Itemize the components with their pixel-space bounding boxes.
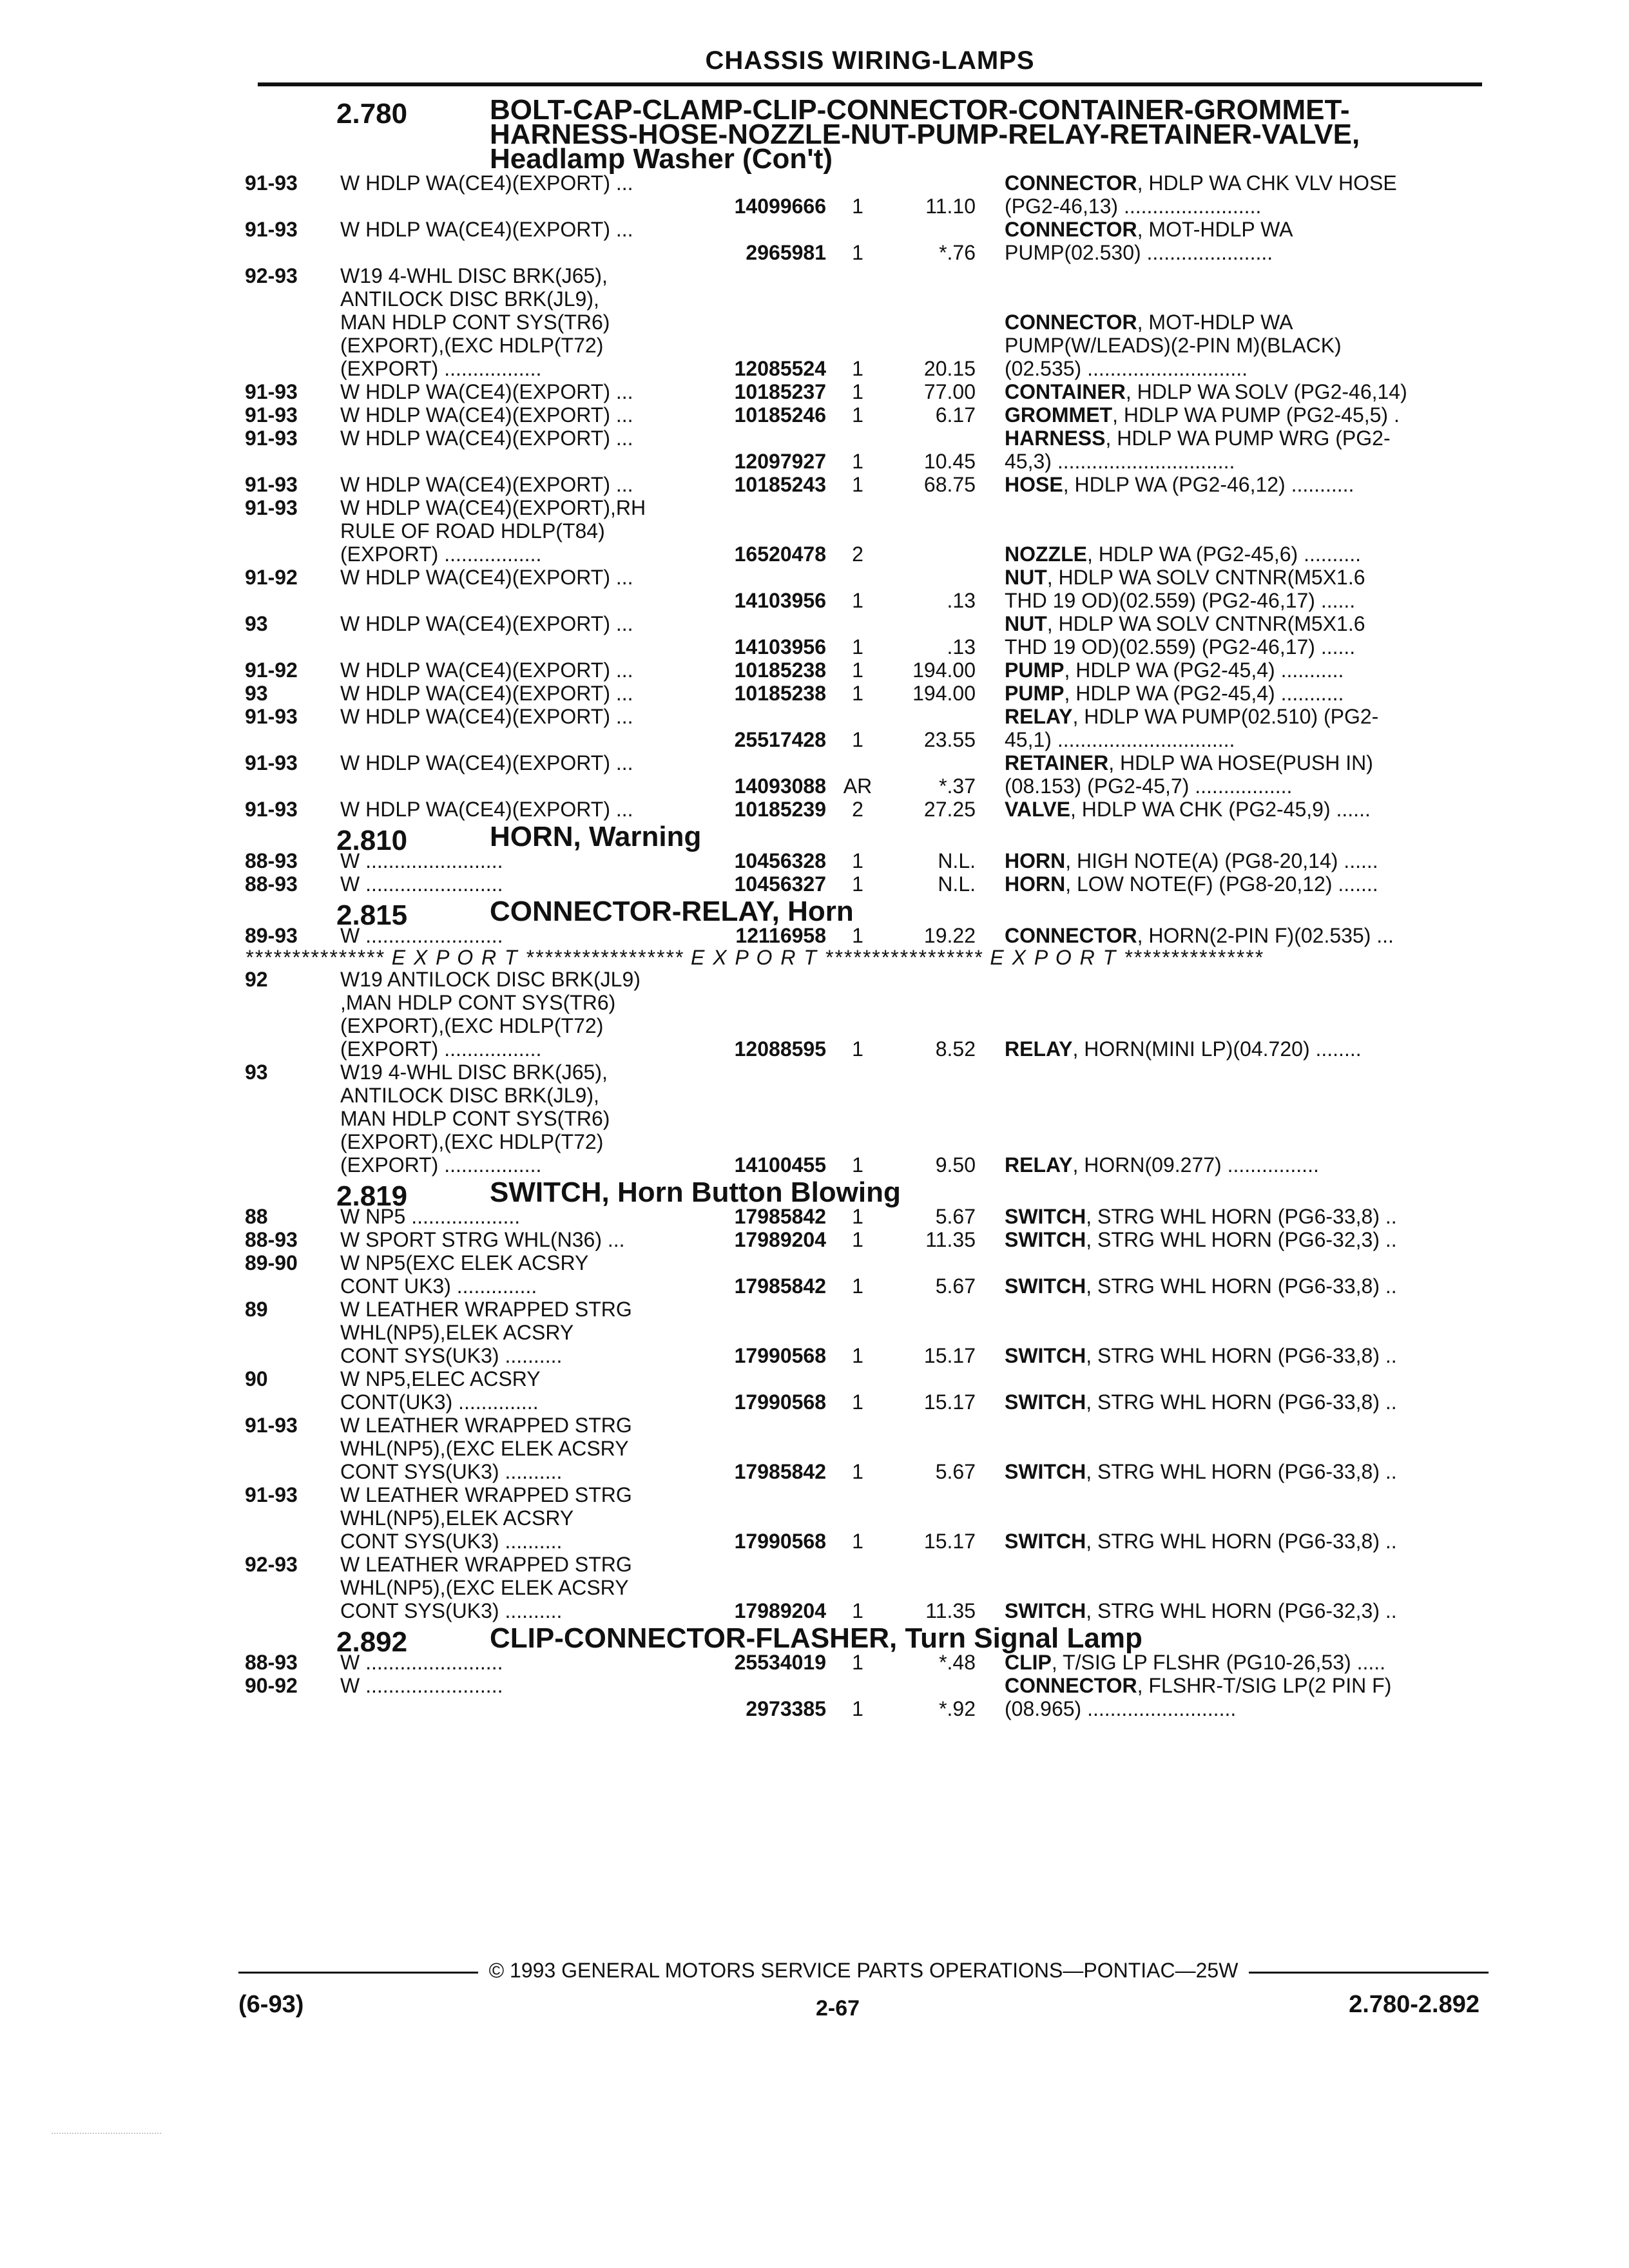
- footer-copyright-line: [238, 1959, 1489, 1984]
- section-number: 2.819: [336, 1180, 408, 1212]
- quantity: 1: [852, 1228, 863, 1251]
- part-name: RELAY: [1005, 705, 1073, 728]
- part-row: [245, 1414, 1489, 1483]
- quantity: 1: [852, 1460, 863, 1483]
- part-description: [985, 658, 1475, 682]
- price: 11.35: [925, 1228, 976, 1251]
- part-detail: , STRG WHL HORN (PG6-32,3) ..: [1086, 1599, 1397, 1622]
- part-name: SWITCH: [1005, 1274, 1086, 1298]
- price: 23.55: [923, 728, 976, 751]
- part-detail: , HDLP WA PUMP(02.510) (PG2- 45,1) ...............................: [1005, 705, 1379, 751]
- part-row: [245, 1553, 1489, 1622]
- price: 9.50: [935, 1153, 976, 1177]
- price: *.76: [939, 241, 976, 264]
- part-number: 17985842: [734, 1205, 826, 1228]
- part-number: 10185243: [734, 473, 826, 496]
- usage-description: W HDLP WA(CE4)(EXPORT) ...: [340, 682, 633, 705]
- part-row: [245, 1367, 1489, 1414]
- quantity: 1: [852, 635, 863, 658]
- price: 15.17: [923, 1390, 976, 1414]
- part-number: 17985842: [734, 1460, 826, 1483]
- model-year: 88-93: [245, 1228, 298, 1251]
- part-number: 10185238: [734, 658, 826, 682]
- part-description: [985, 612, 1475, 658]
- part-description: [985, 403, 1475, 427]
- part-detail: , STRG WHL HORN (PG6-33,8) ..: [1086, 1390, 1397, 1414]
- model-year: 92-93: [245, 264, 298, 287]
- price: 20.15: [923, 357, 976, 380]
- part-name: NUT: [1005, 612, 1047, 635]
- section-number: 2.892: [336, 1626, 408, 1658]
- quantity: 1: [852, 1651, 863, 1674]
- part-name: HARNESS: [1005, 427, 1106, 450]
- scan-artifact: [52, 2133, 161, 2135]
- price: 11.10: [925, 195, 976, 218]
- part-description: [985, 1344, 1475, 1367]
- part-name: CONNECTOR: [1005, 924, 1137, 947]
- price: .13: [947, 589, 976, 612]
- usage-description: W ........................: [340, 1674, 503, 1697]
- quantity: 1: [852, 924, 863, 947]
- quantity: 1: [852, 1530, 863, 1553]
- part-detail: , HDLP WA (PG2-45,4) ...........: [1064, 658, 1344, 682]
- model-year: 91-93: [245, 705, 298, 728]
- part-detail: , HORN(MINI LP)(04.720) ........: [1072, 1037, 1362, 1061]
- part-detail: , HDLP WA HOSE(PUSH IN) (08.153) (PG2-45,7) .................: [1005, 751, 1373, 798]
- part-description: [985, 1599, 1475, 1622]
- footer-section-range: 2.780-2.892: [1349, 1991, 1480, 2018]
- part-row: [245, 924, 1489, 947]
- usage-description: W ........................: [340, 872, 503, 896]
- usage-description: W HDLP WA(CE4)(EXPORT) ...: [340, 171, 633, 195]
- usage-description: W HDLP WA(CE4)(EXPORT) ...: [340, 612, 633, 635]
- part-number: 25517428: [734, 728, 826, 751]
- part-detail: , HORN(2-PIN F)(02.535) ...: [1137, 924, 1394, 947]
- part-number: 12097927: [734, 450, 826, 473]
- part-description: [985, 682, 1475, 705]
- model-year: 89-90: [245, 1251, 298, 1274]
- part-detail: , HORN(09.277) ................: [1072, 1153, 1319, 1177]
- part-name: GROMMET: [1005, 403, 1113, 427]
- model-year: 91-93: [245, 218, 298, 241]
- part-detail: , HDLP WA PUMP WRG (PG2- 45,3) ...............................: [1005, 427, 1391, 473]
- model-year: 91-93: [245, 473, 298, 496]
- usage-description: W ........................: [340, 849, 503, 872]
- section-title: SWITCH, Horn Button Blowing: [490, 1177, 901, 1208]
- section-heading: [245, 1177, 1489, 1212]
- part-row: [245, 1298, 1489, 1367]
- part-number: 17990568: [734, 1344, 826, 1367]
- price: 15.17: [923, 1530, 976, 1553]
- part-detail: , STRG WHL HORN (PG6-33,8) ..: [1086, 1344, 1397, 1367]
- part-row: [245, 658, 1489, 682]
- part-description: [985, 218, 1475, 264]
- part-name: NOZZLE: [1005, 543, 1087, 566]
- part-detail: , HDLP WA CHK (PG2-45,9) ......: [1070, 798, 1371, 821]
- section-title: HORN, Warning: [490, 821, 702, 852]
- model-year: 89: [245, 1298, 268, 1321]
- part-row: [245, 798, 1489, 821]
- quantity: 1: [852, 450, 863, 473]
- part-description: [985, 427, 1475, 473]
- quantity: 1: [852, 1205, 863, 1228]
- quantity: 1: [852, 403, 863, 427]
- section-number: 2.780: [336, 98, 408, 130]
- part-detail: , LOW NOTE(F) (PG8-20,12) .......: [1065, 872, 1378, 896]
- usage-description: W HDLP WA(CE4)(EXPORT) ...: [340, 658, 633, 682]
- usage-description: W ........................: [340, 924, 503, 947]
- usage-description: W HDLP WA(CE4)(EXPORT) ...: [340, 427, 633, 450]
- price: 5.67: [935, 1205, 976, 1228]
- part-number: 17990568: [734, 1530, 826, 1553]
- quantity: 1: [852, 589, 863, 612]
- part-description: [985, 798, 1475, 821]
- model-year: 93: [245, 682, 268, 705]
- price: 194.00: [912, 658, 976, 682]
- part-description: [985, 543, 1475, 566]
- part-number: 10185237: [734, 380, 826, 403]
- part-description: [985, 1674, 1475, 1720]
- part-name: SWITCH: [1005, 1599, 1086, 1622]
- section-heading: [245, 821, 1489, 856]
- price: 5.67: [935, 1274, 976, 1298]
- part-name: NUT: [1005, 566, 1047, 589]
- price: 15.17: [923, 1344, 976, 1367]
- model-year: 90: [245, 1367, 268, 1390]
- part-detail: , HDLP WA (PG2-45,6) ..........: [1086, 543, 1361, 566]
- part-number: 10185238: [734, 682, 826, 705]
- part-number: 2965981: [746, 241, 826, 264]
- price: 194.00: [912, 682, 976, 705]
- part-detail: , STRG WHL HORN (PG6-33,8) ..: [1086, 1460, 1397, 1483]
- usage-description: W LEATHER WRAPPED STRG WHL(NP5),(EXC ELEK ACSRY CONT SYS(UK3) ..........: [340, 1553, 632, 1622]
- part-row: [245, 264, 1489, 380]
- quantity: 1: [852, 872, 863, 896]
- price: 5.67: [935, 1460, 976, 1483]
- part-number: 12088595: [734, 1037, 826, 1061]
- part-row: [245, 612, 1489, 658]
- section-heading: [245, 1622, 1489, 1658]
- part-description: [985, 1274, 1475, 1298]
- footer-rule-right: [1249, 1972, 1489, 1974]
- part-number: 14100455: [734, 1153, 826, 1177]
- part-row: [245, 849, 1489, 872]
- price: *.92: [939, 1697, 976, 1720]
- part-detail: , MOT-HDLP WA PUMP(02.530) ......................: [1005, 218, 1293, 264]
- part-row: [245, 566, 1489, 612]
- export-separator: *************** E X P O R T ***************** E X P O R T ***************** E X P O R T ***************: [245, 947, 1264, 968]
- part-number: 14093088: [734, 774, 826, 798]
- part-description: [985, 751, 1475, 798]
- usage-description: W LEATHER WRAPPED STRG WHL(NP5),ELEK ACSRY CONT SYS(UK3) ..........: [340, 1483, 632, 1553]
- quantity: 1: [852, 1390, 863, 1414]
- part-name: SWITCH: [1005, 1530, 1086, 1553]
- part-detail: , MOT-HDLP WA PUMP(W/LEADS)(2-PIN M)(BLACK) (02.535) ............................: [1005, 311, 1342, 380]
- model-year: 91-92: [245, 566, 298, 589]
- part-row: [245, 496, 1489, 566]
- part-description: [985, 872, 1475, 896]
- usage-description: W19 4-WHL DISC BRK(J65), ANTILOCK DISC BRK(JL9), MAN HDLP CONT SYS(TR6) (EXPORT),(EXC HDLP(T72) (EXPORT) .................: [340, 1061, 610, 1177]
- part-row: [245, 1674, 1489, 1720]
- price: *.48: [939, 1651, 976, 1674]
- model-year: 91-93: [245, 751, 298, 774]
- part-row: [245, 968, 1489, 1061]
- model-year: 91-93: [245, 1483, 298, 1506]
- quantity: 1: [852, 682, 863, 705]
- part-description: [985, 473, 1475, 496]
- footer-page-number: 2-67: [815, 1996, 860, 2021]
- part-number: 12116958: [735, 924, 826, 947]
- model-year: 91-93: [245, 403, 298, 427]
- part-detail: , STRG WHL HORN (PG6-33,8) ..: [1086, 1274, 1397, 1298]
- part-row: [245, 1483, 1489, 1553]
- part-row: [245, 403, 1489, 427]
- usage-description: W NP5,ELEC ACSRY CONT(UK3) ..............: [340, 1367, 541, 1414]
- part-row: [245, 380, 1489, 403]
- part-detail: , HDLP WA SOLV (PG2-46,14): [1125, 380, 1407, 403]
- quantity: 1: [852, 357, 863, 380]
- usage-description: W SPORT STRG WHL(N36) ...: [340, 1228, 625, 1251]
- part-name: CONNECTOR: [1005, 218, 1137, 241]
- usage-description: W HDLP WA(CE4)(EXPORT) ...: [340, 566, 633, 589]
- quantity: 1: [852, 380, 863, 403]
- usage-description: W HDLP WA(CE4)(EXPORT) ...: [340, 751, 633, 774]
- model-year: 91-92: [245, 658, 298, 682]
- part-detail: , HDLP WA (PG2-45,4) ...........: [1064, 682, 1344, 705]
- usage-description: W HDLP WA(CE4)(EXPORT) ...: [340, 705, 633, 728]
- footer-copyright: © 1993 GENERAL MOTORS SERVICE PARTS OPERATIONS—PONTIAC—25W: [488, 1959, 1239, 1982]
- part-name: SWITCH: [1005, 1390, 1086, 1414]
- model-year: 88-93: [245, 872, 298, 896]
- part-name: HORN: [1005, 872, 1066, 896]
- part-description: [985, 1228, 1475, 1251]
- usage-description: W NP5(EXC ELEK ACSRY CONT UK3) ..............: [340, 1251, 589, 1298]
- quantity: 1: [852, 1599, 863, 1622]
- part-row: [245, 218, 1489, 264]
- part-row: [245, 427, 1489, 473]
- part-row: [245, 473, 1489, 496]
- usage-description: W HDLP WA(CE4)(EXPORT) ...: [340, 798, 633, 821]
- quantity: 1: [852, 1037, 863, 1061]
- usage-description: W LEATHER WRAPPED STRG WHL(NP5),(EXC ELEK ACSRY CONT SYS(UK3) ..........: [340, 1414, 632, 1483]
- part-detail: , STRG WHL HORN (PG6-32,3) ..: [1086, 1228, 1397, 1251]
- part-name: PUMP: [1005, 658, 1065, 682]
- model-year: 91-93: [245, 1414, 298, 1437]
- part-description: [985, 1153, 1475, 1177]
- part-name: SWITCH: [1005, 1205, 1086, 1228]
- part-number: 25534019: [734, 1651, 826, 1674]
- quantity: 1: [852, 1344, 863, 1367]
- part-row: [245, 1061, 1489, 1177]
- usage-description: W HDLP WA(CE4)(EXPORT) ...: [340, 403, 633, 427]
- part-detail: , HDLP WA CHK VLV HOSE (PG2-46,13) ........................: [1005, 171, 1397, 218]
- part-description: [985, 171, 1475, 218]
- part-description: [985, 1390, 1475, 1414]
- part-name: CONNECTOR: [1005, 1674, 1137, 1697]
- part-description: [985, 1460, 1475, 1483]
- part-description: [985, 1530, 1475, 1553]
- usage-description: W HDLP WA(CE4)(EXPORT) ...: [340, 380, 633, 403]
- quantity: 1: [852, 1274, 863, 1298]
- price: 8.52: [935, 1037, 976, 1061]
- usage-description: W ........................: [340, 1651, 503, 1674]
- part-name: RELAY: [1005, 1153, 1073, 1177]
- price: N.L.: [938, 872, 976, 896]
- model-year: 88-93: [245, 849, 298, 872]
- price: .13: [947, 635, 976, 658]
- part-detail: , HDLP WA SOLV CNTNR(M5X1.6 THD 19 OD)(02.559) (PG2-46,17) ......: [1005, 566, 1365, 612]
- part-number: 14103956: [734, 589, 826, 612]
- price: 19.22: [923, 924, 976, 947]
- model-year: 93: [245, 1061, 268, 1084]
- part-row: [245, 751, 1489, 798]
- section-heading: [245, 896, 1489, 931]
- part-number: 10456327: [734, 872, 826, 896]
- price: *.37: [939, 774, 976, 798]
- part-row: [245, 1651, 1489, 1674]
- price: 10.45: [923, 450, 976, 473]
- part-row: [245, 171, 1489, 218]
- part-name: PUMP: [1005, 682, 1065, 705]
- quantity: 2: [852, 543, 863, 566]
- part-description: [985, 1205, 1475, 1228]
- section-title: BOLT-CAP-CLAMP-CLIP-CONNECTOR-CONTAINER-GROMMET- HARNESS-HOSE-NOZZLE-NUT-PUMP-RELAY-RETAINER-VALVE, Headlamp Washer (Con't): [490, 94, 1360, 175]
- part-name: CONTAINER: [1005, 380, 1126, 403]
- usage-description: W NP5 ...................: [340, 1205, 521, 1228]
- quantity: 1: [852, 1697, 863, 1720]
- part-name: CONNECTOR: [1005, 171, 1137, 195]
- section-heading: [245, 94, 1489, 175]
- quantity: 1: [852, 728, 863, 751]
- quantity: 1: [852, 849, 863, 872]
- part-description: [985, 1651, 1475, 1674]
- part-number: 10456328: [734, 849, 826, 872]
- part-description: [985, 380, 1475, 403]
- part-description: [985, 566, 1475, 612]
- section-title: CLIP-CONNECTOR-FLASHER, Turn Signal Lamp: [490, 1622, 1142, 1654]
- part-name: CONNECTOR: [1005, 311, 1137, 334]
- part-detail: , STRG WHL HORN (PG6-33,8) ..: [1086, 1530, 1397, 1553]
- model-year: 89-93: [245, 924, 298, 947]
- part-description: [985, 849, 1475, 872]
- price: 27.25: [923, 798, 976, 821]
- price: N.L.: [938, 849, 976, 872]
- model-year: 91-93: [245, 798, 298, 821]
- part-name: CLIP: [1005, 1651, 1052, 1674]
- model-year: 92-93: [245, 1553, 298, 1576]
- header-rule: [258, 82, 1482, 86]
- usage-description: W19 4-WHL DISC BRK(J65), ANTILOCK DISC BRK(JL9), MAN HDLP CONT SYS(TR6) (EXPORT),(EXC HDLP(T72) (EXPORT) .................: [340, 264, 610, 380]
- part-description: [985, 311, 1475, 380]
- model-year: 93: [245, 612, 268, 635]
- model-year: 91-93: [245, 171, 298, 195]
- part-row: [245, 1205, 1489, 1228]
- part-number: 2973385: [746, 1697, 826, 1720]
- part-description: [985, 924, 1475, 947]
- price: 68.75: [923, 473, 976, 496]
- model-year: 88-93: [245, 1651, 298, 1674]
- quantity: AR: [843, 774, 872, 798]
- part-description: [985, 1037, 1475, 1061]
- usage-description: W HDLP WA(CE4)(EXPORT) ...: [340, 218, 633, 241]
- model-year: 92: [245, 968, 268, 991]
- quantity: 1: [852, 473, 863, 496]
- part-number: 10185246: [734, 403, 826, 427]
- part-name: RELAY: [1005, 1037, 1073, 1061]
- usage-description: W HDLP WA(CE4)(EXPORT) ...: [340, 473, 633, 496]
- part-name: SWITCH: [1005, 1228, 1086, 1251]
- part-row: [245, 682, 1489, 705]
- part-name: HORN: [1005, 849, 1066, 872]
- part-name: SWITCH: [1005, 1344, 1086, 1367]
- section-number: 2.815: [336, 899, 408, 931]
- price: 77.00: [923, 380, 976, 403]
- part-number: 14099666: [734, 195, 826, 218]
- footer-date: (6-93): [238, 1991, 304, 2018]
- part-number: 17985842: [734, 1274, 826, 1298]
- part-detail: , HDLP WA SOLV CNTNR(M5X1.6 THD 19 OD)(02.559) (PG2-46,17) ......: [1005, 612, 1365, 658]
- section-title: CONNECTOR-RELAY, Horn: [490, 896, 854, 927]
- part-name: HOSE: [1005, 473, 1063, 496]
- quantity: 1: [852, 241, 863, 264]
- model-year: 91-93: [245, 380, 298, 403]
- model-year: 90-92: [245, 1674, 298, 1697]
- part-number: 17989204: [734, 1599, 826, 1622]
- model-year: 91-93: [245, 427, 298, 450]
- part-number: 16520478: [734, 543, 826, 566]
- model-year: 88: [245, 1205, 268, 1228]
- part-detail: , FLSHR-T/SIG LP(2 PIN F) (08.965) ..........................: [1005, 1674, 1392, 1720]
- part-number: 17989204: [734, 1228, 826, 1251]
- quantity: 1: [852, 658, 863, 682]
- quantity: 1: [852, 1153, 863, 1177]
- footer-rule-left: [238, 1972, 478, 1974]
- quantity: 2: [852, 798, 863, 821]
- part-row: [245, 705, 1489, 751]
- part-description: [985, 705, 1475, 751]
- part-number: 12085524: [734, 357, 826, 380]
- part-name: SWITCH: [1005, 1460, 1086, 1483]
- part-detail: , T/SIG LP FLSHR (PG10-26,53) .....: [1051, 1651, 1386, 1674]
- part-number: 10185239: [734, 798, 826, 821]
- part-row: [245, 872, 1489, 896]
- quantity: 1: [852, 195, 863, 218]
- usage-description: W LEATHER WRAPPED STRG WHL(NP5),ELEK ACSRY CONT SYS(UK3) ..........: [340, 1298, 632, 1367]
- price: 6.17: [935, 403, 976, 427]
- part-detail: , HIGH NOTE(A) (PG8-20,14) ......: [1065, 849, 1378, 872]
- part-row: [245, 1251, 1489, 1298]
- price: 11.35: [925, 1599, 976, 1622]
- page-header-title: CHASSIS WIRING-LAMPS: [705, 46, 1035, 75]
- part-detail: , HDLP WA PUMP (PG2-45,5) .: [1112, 403, 1400, 427]
- part-detail: , STRG WHL HORN (PG6-33,8) ..: [1086, 1205, 1397, 1228]
- part-row: [245, 1228, 1489, 1251]
- part-name: RETAINER: [1005, 751, 1109, 774]
- section-number: 2.810: [336, 825, 408, 856]
- part-name: VALVE: [1005, 798, 1070, 821]
- part-number: 14103956: [734, 635, 826, 658]
- part-detail: , HDLP WA (PG2-46,12) ...........: [1063, 473, 1354, 496]
- model-year: 91-93: [245, 496, 298, 519]
- part-number: 17990568: [734, 1390, 826, 1414]
- parts-listing: [245, 94, 1489, 1720]
- usage-description: W HDLP WA(CE4)(EXPORT),RH RULE OF ROAD HDLP(T84) (EXPORT) .................: [340, 496, 646, 566]
- usage-description: W19 ANTILOCK DISC BRK(JL9) ,MAN HDLP CONT SYS(TR6) (EXPORT),(EXC HDLP(T72) (EXPORT) .................: [340, 968, 641, 1061]
